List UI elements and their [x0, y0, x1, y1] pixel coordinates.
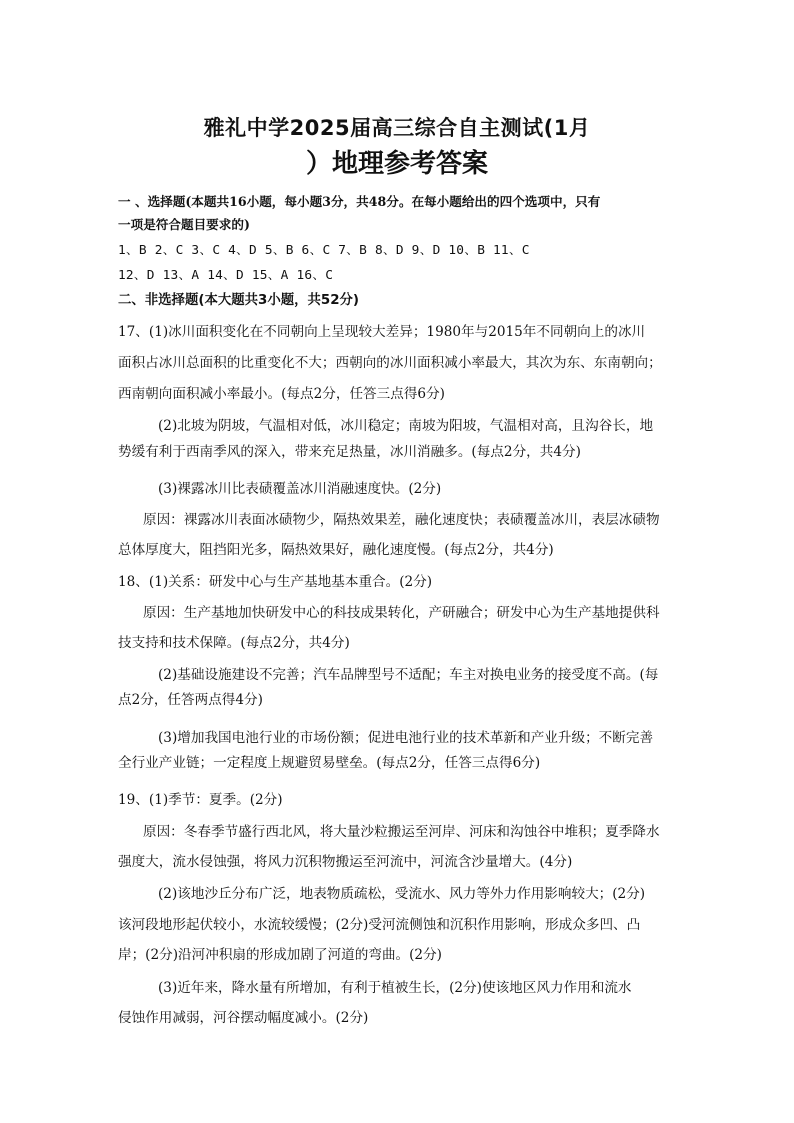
q17-part1-line3: 西南朝向面积减小率最小。(每点2分，任答三点得6分) [118, 386, 445, 402]
q17-part2-line2: 势缓有利于西南季风的深入，带来充足热量，冰川消融多。(每点2分，共4分) [118, 444, 581, 460]
q18-part2-line1: (2)基础设施建设不完善；汽车品牌型号不适配；车主对换电业务的接受度不高。(每 [158, 667, 659, 683]
page-title-line1: 雅礼中学2025届高三综合自主测试(1月 [203, 116, 591, 140]
q18-part3-line2: 全行业产业链；一定程度上规避贸易壁垒。(每点2分，任答三点得6分) [118, 755, 541, 771]
q19-part2-line2: 该河段地形起伏较小，水流较缓慢；(2分)受河流侧蚀和沉积作用影响，形成众多凹、凸 [118, 917, 641, 933]
choice-answers-row1: 1、B 2、C 3、C 4、D 5、B 6、C 7、B 8、D 9、D 10、B 11、C [118, 243, 530, 258]
q17-part3-reason-line2: 总体厚度大，阻挡阳光多，隔热效果好，融化速度慢。(每点2分，共4分) [118, 542, 554, 558]
q18-part3-line1: (3)增加我国电池行业的市场份额；促进电池行业的技术革新和产业升级；不断完善 [158, 730, 654, 746]
q17-part3-line1: (3)裸露冰川比表碛覆盖冰川消融速度快。(2分) [158, 481, 442, 497]
choice-answers-row2: 12、D 13、A 14、D 15、A 16、C [118, 268, 334, 283]
q19-part1-reason-line1: 原因：冬春季节盛行西北风，将大量沙粒搬运至河岸、河床和沟蚀谷中堆积；夏季降水 [143, 824, 660, 840]
q19-part3-line1: (3)近年来，降水量有所增加，有利于植被生长，(2分)使该地区风力作用和流水 [158, 980, 632, 996]
section1-instructions-line2: 一项是符合题目要求的) [118, 217, 250, 232]
q17-part1-line2: 面积占冰川总面积的比重变化不大；西朝向的冰川面积减小率最大，其次为东、东南朝向； [118, 355, 662, 371]
q19-part1-line1: 19、(1)季节：夏季。(2分) [118, 792, 283, 808]
page-title-line2: ）地理参考答案 [305, 149, 488, 179]
q19-part3-line2: 侵蚀作用减弱，河谷摆动幅度减小。(2分) [118, 1010, 369, 1026]
section1-instructions-line1: 一 、选择题(本题共16小题，每小题3分，共48分。在每小题给出的四个选项中，只有 [118, 194, 601, 209]
q17-part3-reason-line1: 原因：裸露冰川表面冰碛物少，隔热效果差，融化速度快；表碛覆盖冰川，表层冰碛物 [143, 512, 660, 528]
q18-part1-reason-line1: 原因：生产基地加快研发中心的科技成果转化，产研融合；研发中心为生产基地提供科 [143, 605, 660, 621]
q18-part1-line1: 18、(1)关系：研发中心与生产基地基本重合。(2分) [118, 574, 433, 590]
q19-part2-line3: 岸；(2分)沿河冲积扇的形成加剧了河道的弯曲。(2分) [118, 947, 442, 963]
q17-part2-line1: (2)北坡为阴坡，气温相对低，冰川稳定；南坡为阳坡，气温相对高，且沟谷长，地 [158, 418, 654, 434]
q19-part1-reason-line2: 强度大，流水侵蚀强，将风力沉积物搬运至河流中，河流含沙量增大。(4分) [118, 854, 573, 870]
q19-part2-line1: (2)该地沙丘分布广泛，地表物质疏松，受流水、风力等外力作用影响较大；(2分) [158, 886, 646, 902]
section2-heading: 二、非选择题(本大题共3小题，共52分) [118, 293, 360, 308]
q18-part1-reason-line2: 技支持和技术保障。(每点2分，共4分) [118, 635, 350, 651]
q17-part1-line1: 17、(1)冰川面积变化在不同朝向上呈现较大差异；1980年与2015年不同朝向上的冰川 [118, 324, 646, 340]
q18-part2-line2: 点2分，任答两点得4分) [118, 692, 263, 708]
